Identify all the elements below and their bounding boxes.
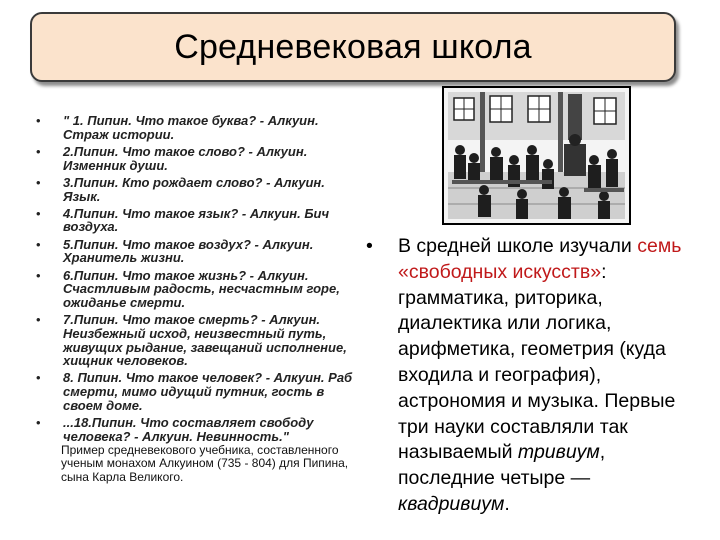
highlight-liberal-arts: семь «свободных искусств» (398, 235, 682, 283)
title-banner (30, 12, 676, 82)
list-item: • 3.Пипин. Кто рождает слово? - Алкуин. Язык. (36, 174, 325, 204)
bullet: • (36, 415, 41, 431)
term-trivium: тривиум (517, 441, 600, 464)
list-item: • 4.Пипин. Что такое язык? - Алкуин. Бич воздуха. (36, 205, 330, 235)
bullet: • (36, 267, 41, 283)
bullet: • (36, 174, 41, 190)
list-item: • 7.Пипин. Что такое смерть? - Алкуин. Неизбежный исход, неизвестный путь, живущих рыдание, завещаний исполнение, хищник человеков. (36, 312, 347, 369)
seven-liberal-arts-text (366, 234, 696, 518)
list-item: • ...18.Пипин. Что составляет свободу человека? - Алкуин. Невинность." (36, 415, 314, 444)
list-item: • " 1. Пипин. Что такое буква? - Алкуин. Страж истории. (36, 113, 319, 142)
list-item: • 2.Пипин. Что такое слово? - Алкуин. Изменник души. (36, 143, 308, 173)
bullet: • (366, 235, 373, 257)
bullet: • (36, 205, 41, 221)
term-quadrivium: квадривиум (398, 492, 505, 515)
bullet: • (36, 312, 41, 328)
dialog-list (36, 114, 356, 447)
bullet: • (36, 113, 41, 128)
bullet: • (36, 370, 41, 386)
bullet: • (36, 236, 41, 252)
list-item: • 5.Пипин. Что такое воздух? - Алкуин. Хранитель жизни. (36, 236, 314, 266)
page-title: Средневековая школа (174, 27, 532, 66)
source-caption: Пример средневекового учебника, составленного ученым монахом Алкуином (735 - 804) для Пипина, сына Карла Великого. (61, 443, 349, 484)
list-item: • 6.Пипин. Что такое жизнь? - Алкуин. Счастливым радость, несчастным горе, ожиданье смерти. (36, 267, 340, 310)
list-item: • 8. Пипин. Что такое человек? - Алкуин. Раб смерти, мимо идущий путник, гость в своем доме. (36, 370, 353, 413)
paragraph: В средней школе изучали семь «свободных искусств»: грамматика, риторика, диалектика или логика, арифметика, геометрия (куда входила и география), астрономия и музыка. Первые три науки составляли так называемый тривиум, последние четыре — квадривиум. (398, 235, 682, 515)
bullet: • (36, 143, 41, 159)
medieval-classroom-image (442, 86, 631, 225)
medieval-classroom-engraving-icon (444, 88, 629, 223)
